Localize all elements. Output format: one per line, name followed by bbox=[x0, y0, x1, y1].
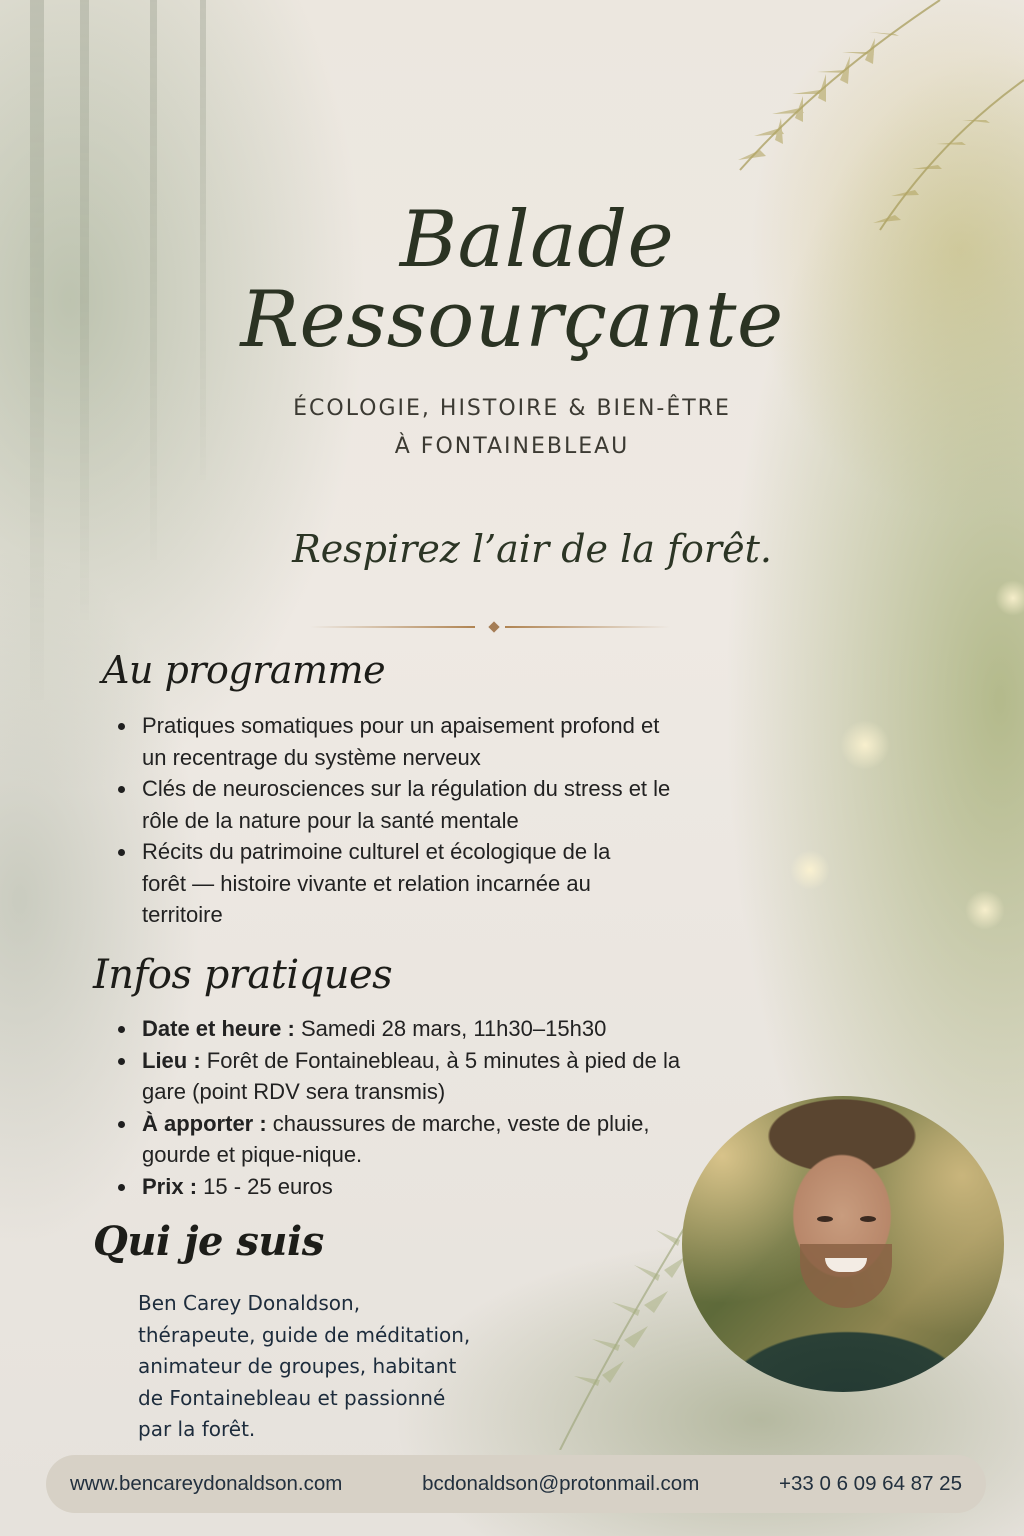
email-link[interactable]: bcdonaldson@protonmail.com bbox=[422, 1472, 700, 1495]
subtitle-line-2: À FONTAINEBLEAU bbox=[394, 434, 630, 459]
info-label: Prix : bbox=[142, 1173, 198, 1199]
programme-item: Récits du patrimoine culturel et écologique de la forêt — histoire vivante et relation incarnée au territoire bbox=[115, 836, 755, 931]
bokeh-light bbox=[965, 890, 1005, 930]
programme-item: Clés de neurosciences sur la régulation du stress et le rôle de la nature pour la santé mentale bbox=[115, 773, 755, 836]
info-item-location bbox=[115, 1045, 755, 1108]
info-value: Samedi 28 mars, 11h30–15h30 bbox=[294, 1016, 607, 1041]
bokeh-light bbox=[840, 720, 890, 770]
info-label: Date et heure : bbox=[142, 1016, 295, 1041]
info-value: chaussures de marche, veste de pluie, bbox=[266, 1110, 650, 1136]
programme-list bbox=[115, 710, 755, 931]
bokeh-light bbox=[790, 850, 830, 890]
info-label: Lieu : bbox=[142, 1047, 201, 1073]
info-value-cont: gourde et pique-nique. bbox=[142, 1142, 363, 1167]
info-item-date bbox=[115, 1013, 755, 1045]
website-link[interactable]: www.bencareydonaldson.com bbox=[70, 1472, 343, 1495]
bokeh-light bbox=[995, 580, 1024, 616]
info-value: 15 - 25 euros bbox=[197, 1173, 333, 1199]
info-item-bring bbox=[115, 1108, 755, 1171]
about-bio: Ben Carey Donaldson, thérapeute, guide de méditation, animateur de groupes, habitant de Fontainebleau et passionné par la forêt. bbox=[138, 1291, 471, 1441]
info-value-cont: gare (point RDV sera transmis) bbox=[142, 1079, 446, 1104]
tagline: Respirez l’air de la forêt. bbox=[292, 527, 772, 571]
infos-heading: Infos pratiques bbox=[93, 952, 393, 998]
title-line-1: Balade bbox=[399, 195, 675, 285]
infos-list bbox=[115, 1013, 755, 1202]
programme-heading: Au programme bbox=[102, 648, 386, 692]
title-line-2: Ressourçante bbox=[240, 275, 784, 365]
phone-link[interactable]: +33 0 6 09 64 87 25 bbox=[779, 1472, 962, 1495]
ornamental-divider bbox=[310, 626, 670, 628]
portrait-photo bbox=[682, 1096, 1004, 1392]
info-label: À apporter : bbox=[142, 1110, 267, 1136]
subtitle-line-1: ÉCOLOGIE, HISTOIRE & BIEN-ÊTRE bbox=[293, 396, 731, 421]
contact-footer bbox=[46, 1455, 986, 1513]
info-value: Forêt de Fontainebleau, à 5 minutes à pied de la bbox=[200, 1047, 681, 1073]
about-heading: Qui je suis bbox=[93, 1218, 324, 1265]
info-item-price bbox=[115, 1171, 755, 1203]
programme-item: Pratiques somatiques pour un apaisement profond et un recentrage du système nerveux bbox=[115, 710, 755, 773]
diamond-icon bbox=[488, 621, 499, 632]
